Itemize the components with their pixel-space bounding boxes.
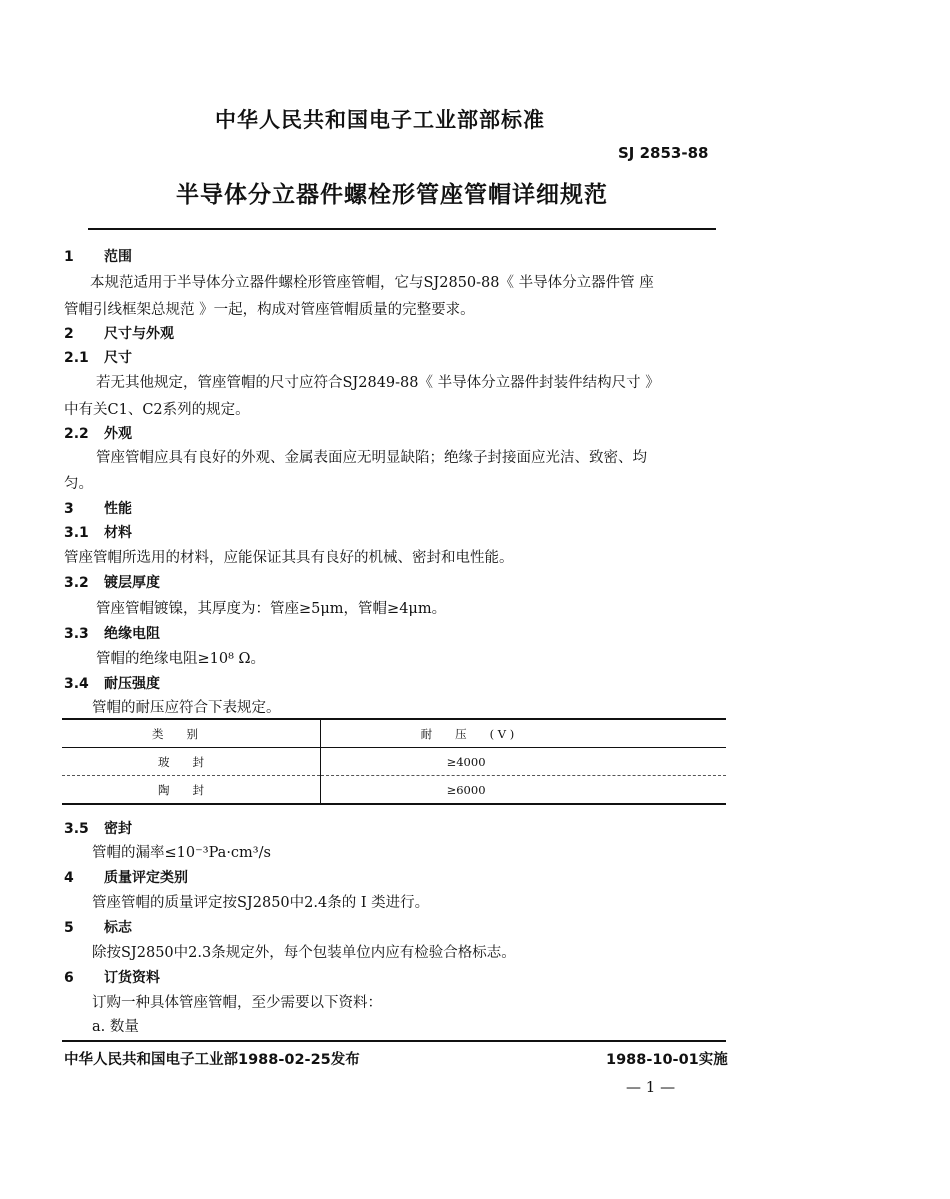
page-number: — 1 — <box>626 1078 676 1096</box>
table-header-category: 类 别 <box>152 726 198 741</box>
table-cell-voltage: ≥6000 <box>446 782 486 797</box>
section-2-2-text-line1: 管座管帽应具有良好的外观、金属表面应无明显缺陷；绝缘子封接面应光洁、致密、均 <box>96 450 647 466</box>
title-rule <box>88 228 716 230</box>
section-2-number: 2 <box>64 326 74 342</box>
section-3-5-text: 管帽的漏率≤10⁻³Pa·cm³/s <box>92 845 271 861</box>
section-2-title: 尺寸与外观 <box>104 326 174 342</box>
section-3-heading <box>64 498 132 518</box>
table-row <box>62 776 726 805</box>
section-2-1-text-line2: 中有关C1、C2系列的规定。 <box>64 402 250 418</box>
document-title: 半导体分立器件螺栓形管座管帽详细规范 <box>176 182 608 208</box>
table-header-voltage: 耐 压 ( V ) <box>420 726 515 741</box>
section-1-text-line2: 管帽引线框架总规范 》一起，构成对管座管帽质量的完整要求。 <box>64 302 475 318</box>
section-5-heading <box>64 917 132 937</box>
section-3-2-heading <box>64 572 160 592</box>
section-2-2-title: 外观 <box>104 426 132 442</box>
table-cell-category: 玻 封 <box>158 754 204 769</box>
section-2-2-text-line2: 匀。 <box>64 476 93 492</box>
section-3-5-number: 3.5 <box>64 821 89 837</box>
section-2-1-heading <box>64 347 132 367</box>
table-row <box>62 748 726 776</box>
section-3-1-text: 管座管帽所选用的材料，应能保证其具有良好的机械、密封和电性能。 <box>64 550 514 566</box>
table-header-row <box>62 719 726 748</box>
footer-rule <box>62 1040 726 1042</box>
section-2-2-number: 2.2 <box>64 426 89 442</box>
table-cell-category: 陶 封 <box>158 782 204 797</box>
section-3-number: 3 <box>64 501 74 517</box>
section-3-5-heading <box>64 818 132 838</box>
section-4-title: 质量评定类别 <box>104 870 188 886</box>
section-3-3-number: 3.3 <box>64 626 89 642</box>
section-2-1-title: 尺寸 <box>104 350 132 366</box>
section-4-text: 管座管帽的质量评定按SJ2850中2.4条的 Ⅰ 类进行。 <box>92 895 430 911</box>
section-4-heading <box>64 867 188 887</box>
section-3-2-title: 镀层厚度 <box>104 575 160 591</box>
section-2-1-number: 2.1 <box>64 350 89 366</box>
section-1-text-line1: 本规范适用于半导体分立器件螺栓形管座管帽，它与SJ2850-88《 半导体分立器件管 座 <box>90 275 654 291</box>
section-3-1-title: 材料 <box>104 525 132 541</box>
issue-date-line: 中华人民共和国电子工业部1988-02-25发布 <box>64 1052 360 1068</box>
section-4-number: 4 <box>64 870 74 886</box>
section-1-title: 范围 <box>104 249 132 265</box>
effective-date-line: 1988-10-01实施 <box>606 1052 728 1068</box>
section-3-4-number: 3.4 <box>64 676 89 692</box>
section-6-heading <box>64 967 160 987</box>
section-1-number: 1 <box>64 249 74 265</box>
section-5-number: 5 <box>64 920 74 936</box>
section-3-3-heading <box>64 623 160 643</box>
section-6-text: 订购一种具体管座管帽，至少需要以下资料： <box>92 995 382 1011</box>
section-3-2-text: 管座管帽镀镍，其厚度为：管座≥5μm，管帽≥4μm。 <box>96 601 447 617</box>
section-2-2-heading <box>64 423 132 443</box>
section-6-title: 订货资料 <box>104 970 160 986</box>
section-3-4-title: 耐压强度 <box>104 676 160 692</box>
table-cell-voltage: ≥4000 <box>446 754 486 769</box>
section-2-1-text-line1: 若无其他规定，管座管帽的尺寸应符合SJ2849-88《 半导体分立器件封装件结构尺寸 》 <box>96 375 660 391</box>
section-3-3-text: 管帽的绝缘电阻≥10⁸ Ω。 <box>96 651 266 667</box>
section-3-4-heading <box>64 673 160 693</box>
section-5-title: 标志 <box>104 920 132 936</box>
section-6-number: 6 <box>64 970 74 986</box>
section-6-item-a: a. 数量 <box>92 1019 139 1035</box>
section-2-heading <box>64 323 174 343</box>
section-3-3-title: 绝缘电阻 <box>104 626 160 642</box>
section-3-1-heading <box>64 522 132 542</box>
section-3-4-text: 管帽的耐压应符合下表规定。 <box>92 700 281 716</box>
standard-number: SJ 2853-88 <box>618 144 709 162</box>
section-5-text: 除按SJ2850中2.3条规定外，每个包装单位内应有检验合格标志。 <box>92 945 516 961</box>
section-3-2-number: 3.2 <box>64 575 89 591</box>
section-3-5-title: 密封 <box>104 821 132 837</box>
section-3-title: 性能 <box>104 501 132 517</box>
section-3-1-number: 3.1 <box>64 525 89 541</box>
withstand-voltage-table <box>62 718 726 805</box>
issuing-organization: 中华人民共和国电子工业部部标准 <box>215 108 545 132</box>
section-1-heading <box>64 246 132 266</box>
